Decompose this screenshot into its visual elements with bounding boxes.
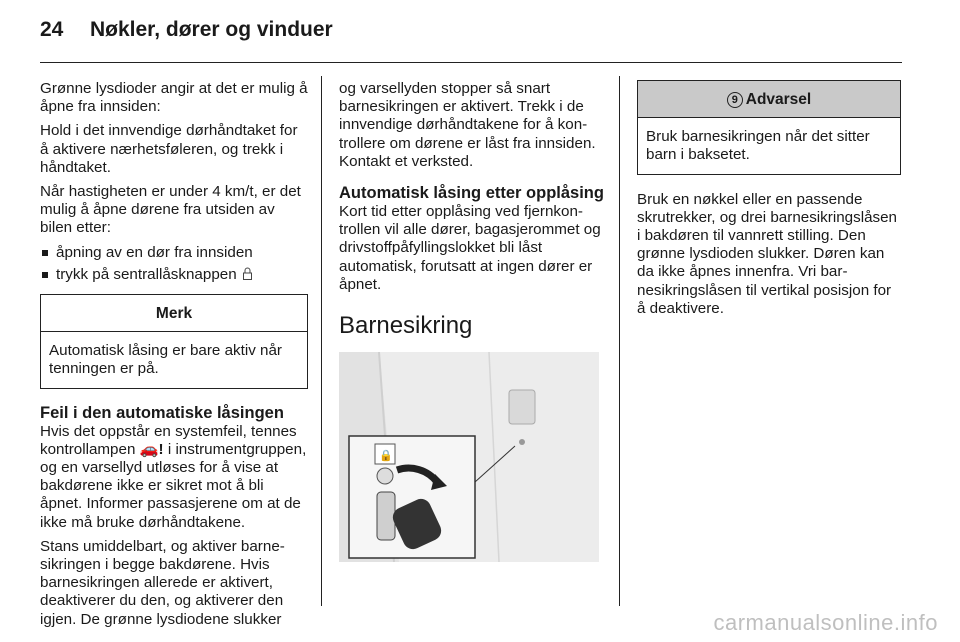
paragraph: og varsellyden stopper så snart barnesikringen er aktivert. Trekk i de innvendige dørhåndtakene for å kontrollere om dørene er låst fra innsiden. Kontakt et verksted. [339,80,596,170]
note-box [40,294,308,389]
paragraph: Grønne lysdioder angir at det er mulig å åpne fra innsiden: [40,80,308,116]
warning-body: Bruk barnesikringen når det sitter barn i baksetet. [646,128,870,164]
child-lock-illustration [339,352,599,562]
paragraph: Bruk en nøkkel eller en passende skrutrekker, og drei barnesikringslåsen i bakdøren til vannrett stilling. Den grønne lysdioden slukker. Døren kan da ikke åpnes innenfra. Vri barnesikringslåsen til vertikal posisjon for å deaktivere. [637,190,897,317]
column-divider-2 [619,76,620,606]
note-title: Merk [41,295,307,332]
list-item: trykk på sentrallåsknappen [40,266,308,284]
column-divider-1 [321,76,322,606]
warning-header: 9 Advarsel [638,81,900,118]
page-title: Nøkler, dører og vinduer [90,18,333,41]
header-rule [40,62,902,63]
column-3 [637,80,901,324]
paragraph: Når hastigheten er under 4 km/t, er det mulig å åpne dørene fra utsiden av bilen etter: [40,183,301,237]
lock-icon [243,267,252,280]
section-heading: Automatisk låsing etter opplåsing [339,184,604,203]
watermark: carmanualsonline.info [713,610,938,635]
subheading: Feil i den automatiske låsingen [40,403,284,422]
column-2 [339,80,605,562]
list-item: åpning av en dør fra innsiden [40,244,308,262]
note-body: Automatisk låsing er bare aktiv når tenningen er på. [49,342,282,378]
paragraph: Hold i det innvendige dørhåndtaket for å aktivere nærhetsføleren, og trekk i håndtaket. [40,122,298,176]
paragraph: Kort tid etter opplåsing ved fjernkontrollen vil alle dører, bagasjerommet og drivstoffpåfyllingslokket bli låst automatisk, forutsatt at ingen dører er åpnet. [339,203,601,293]
paragraph: Hvis det oppstår en systemfeil, tennes kontrollampen 🚗! i instrumentgruppen, og en varsellyd utløses for å vise at bakdørene ikke er sikret mot å bli åpnet. Informer passasjerene om at de ikke må bruke dørhåndtakene. [40,422,307,531]
section-title: Barnesikring [339,312,473,340]
car-warning-icon: 🚗! [139,440,164,458]
page-number: 24 [40,18,64,41]
paragraph: Stans umiddelbart, og aktiver barnesikringen i begge bakdørene. Hvis barnesikringen allerede er aktivert, deaktiverer du den, og aktiverer den igjen. De grønne lysdiodene slukker [40,537,285,628]
svg-text:🔒: 🔒 [379,450,393,463]
page-header [40,18,333,42]
warning-icon: 9 [727,92,743,108]
column-1 [40,80,308,635]
warning-box [637,80,901,175]
